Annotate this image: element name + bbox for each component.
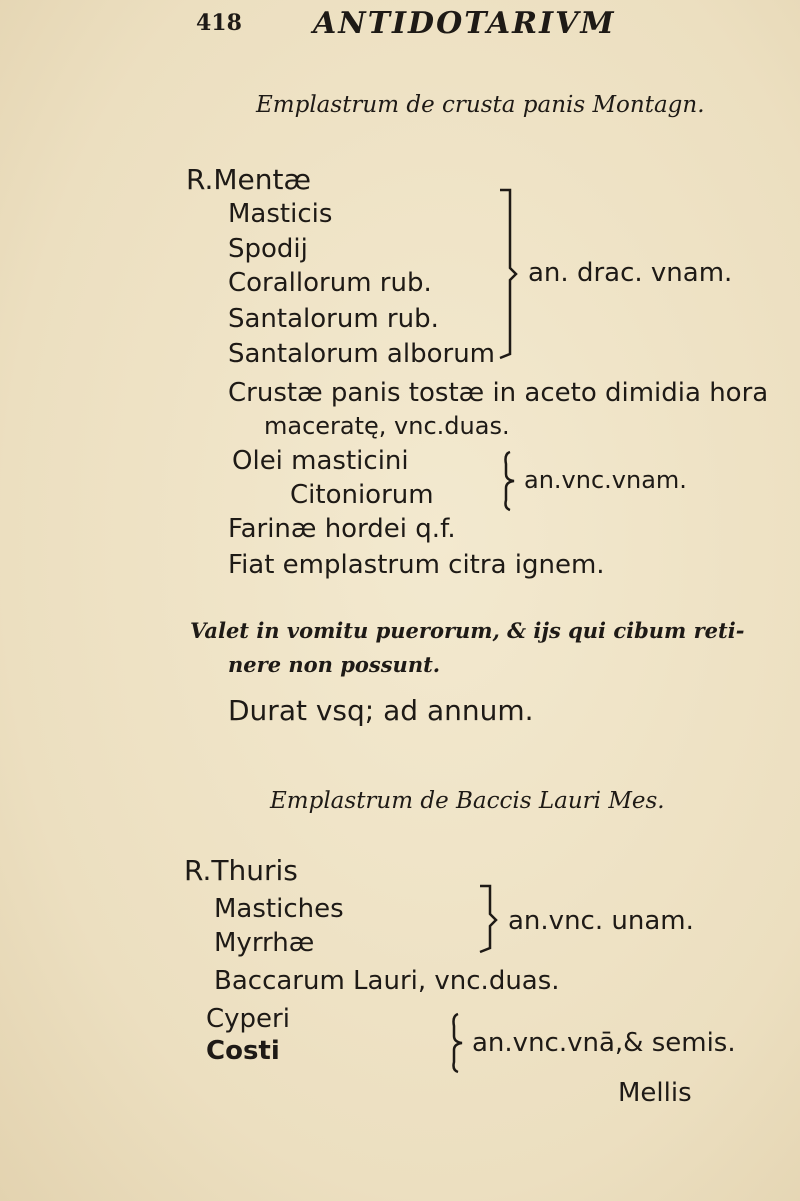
running-title: ANTIDOTARIVM [313,6,616,41]
brace-icon [496,182,526,362]
page-number: 418 [196,10,242,36]
dose-recipe1-a: an. drac. vnam. [528,258,733,288]
valet-line1: Valet in vomitu puerorum, & ijs qui cibum reti- [190,618,745,643]
ingredient-cyperi: Cyperi [206,1004,290,1034]
brace-icon [500,446,522,516]
ingredient-costi: Costi [206,1036,280,1066]
ingredient-olei: Olei masticini [232,446,409,476]
recipe2-title: Emplastrum de Baccis Lauri Mes. [270,788,665,814]
brace-icon [476,878,506,958]
ingredient-corallorum: Corallorum rub. [228,268,432,298]
ingredient-thuris: R.Thuris [184,854,298,887]
ingredient-mastiches: Mastiches [214,894,344,924]
dose-recipe2-a: an.vnc. unam. [508,906,694,936]
instruction-fiat: Fiat emplastrum citra ignem. [228,550,605,580]
ingredient-myrrhae: Myrrhæ [214,928,315,958]
ingredient-santalorum-rub: Santalorum rub. [228,304,439,334]
crusta-line1: Crustæ panis tostæ in aceto dimidia hora [228,378,769,408]
ingredient-mentae: R.Mentæ [186,163,311,196]
ingredient-masticis: Masticis [228,199,333,229]
ingredient-spodij: Spodij [228,234,308,264]
catchword: Mellis [618,1078,692,1108]
dose-recipe1-b: an.vnc.vnam. [524,466,687,494]
durat-line: Durat vsq; ad annum. [228,694,534,727]
valet-line2: nere non possunt. [228,652,441,677]
recipe1-title: Emplastrum de crusta panis Montagn. [256,92,705,118]
ingredient-farinae: Farinæ hordei q.f. [228,514,456,544]
ingredient-citoniorum: Citoniorum [290,480,434,510]
ingredient-santalorum-alb: Santalorum alborum [228,339,495,369]
dose-recipe2-b: an.vnc.vnā,& semis. [472,1028,736,1058]
crusta-line2: maceratę, vnc.duas. [264,412,510,440]
ingredient-baccarum: Baccarum Lauri, vnc.duas. [214,966,560,996]
brace-icon [446,1008,468,1078]
